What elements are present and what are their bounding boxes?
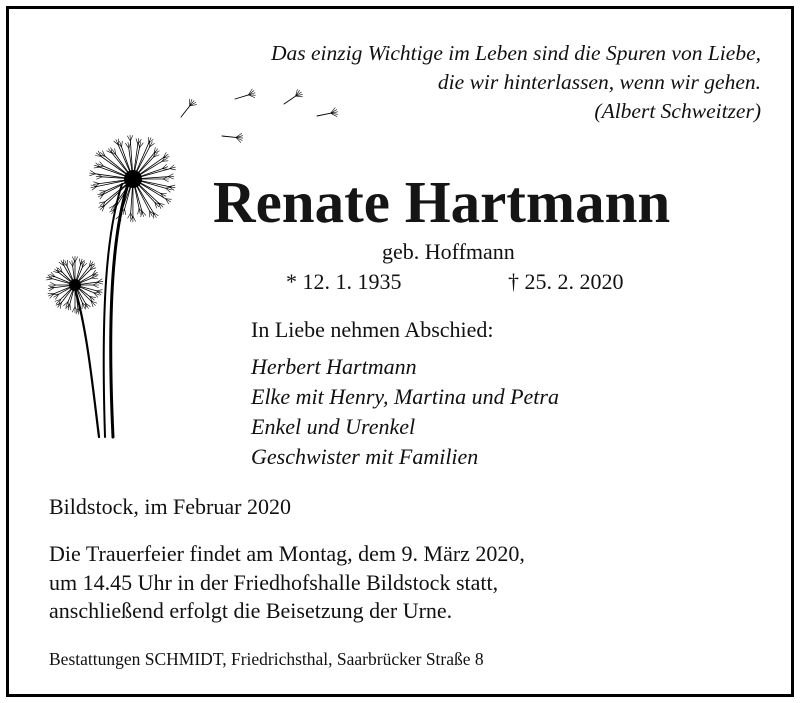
ceremony-line: Die Trauerfeier findet am Montag, dem 9. März 2020, (49, 541, 525, 566)
quote-author: (Albert Schweitzer) (594, 99, 761, 123)
ceremony-info (49, 540, 525, 626)
mourner: Elke mit Henry, Martina und Petra (251, 384, 559, 409)
quote-line: Das einzig Wichtige im Leben sind die Spuren von Liebe, (270, 41, 761, 65)
life-dates (286, 268, 624, 296)
mourner: Geschwister mit Familien (251, 444, 479, 469)
quote-line: die wir hinterlassen, wenn wir gehen. (437, 70, 761, 94)
death-date: † 25. 2. 2020 (508, 269, 624, 294)
undertaker: Bestattungen SCHMIDT, Friedrichsthal, Saarbrücker Straße 8 (49, 649, 484, 669)
mourner: Enkel und Urenkel (251, 414, 416, 439)
ceremony-line: anschließend erfolgt die Beisetzung der Urne. (49, 598, 453, 623)
place-date: Bildstock, im Februar 2020 (49, 494, 291, 519)
farewell-heading: In Liebe nehmen Abschied: (251, 317, 494, 342)
mourner: Herbert Hartmann (251, 354, 417, 379)
birth-name: geb. Hoffmann (382, 239, 515, 264)
birth-date: * 12. 1. 1935 (286, 269, 402, 294)
ceremony-line: um 14.45 Uhr in der Friedhofshalle Bildstock statt, (49, 569, 499, 595)
mourners-list (251, 352, 559, 472)
obituary-notice (6, 6, 794, 697)
deceased-name: Renate Hartmann (213, 169, 671, 235)
quote (271, 39, 761, 126)
